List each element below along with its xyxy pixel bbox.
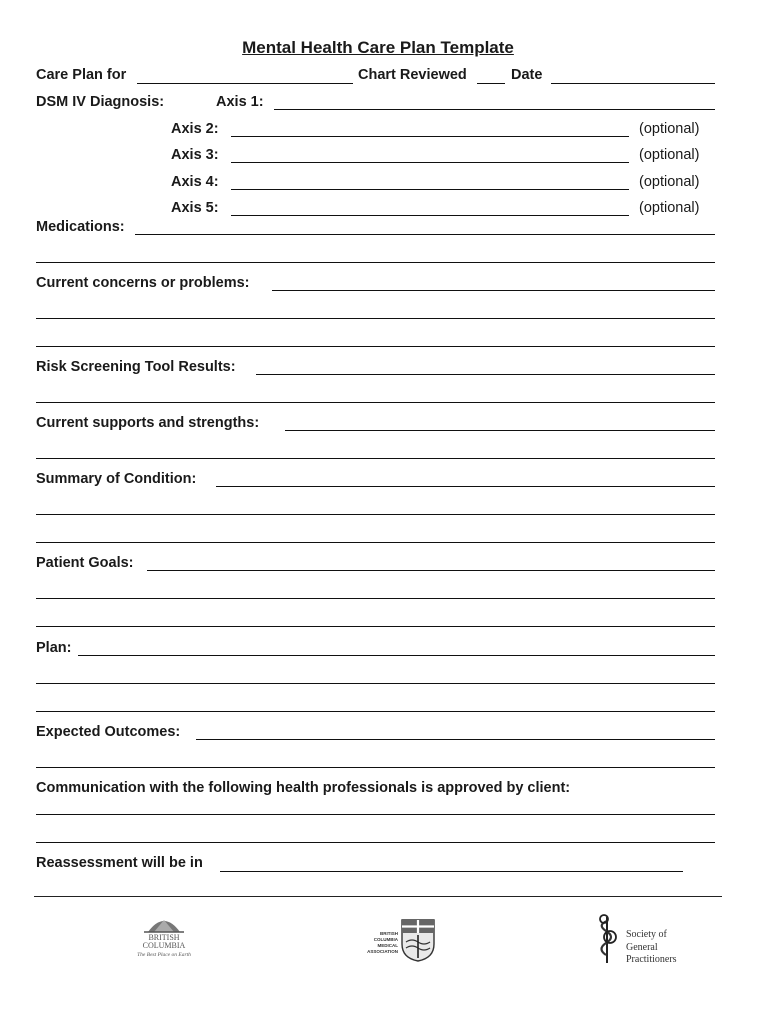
- bcma-shield-icon: [400, 918, 436, 962]
- axis-4-label: Axis 4:: [171, 174, 219, 190]
- summary-condition-field[interactable]: [216, 486, 715, 487]
- expected-outcomes-field-line-2[interactable]: [36, 767, 715, 768]
- axis-1-label: Axis 1:: [216, 94, 264, 110]
- medications-field[interactable]: [135, 234, 715, 235]
- reassessment-field[interactable]: [220, 871, 683, 872]
- supports-strengths-field[interactable]: [285, 430, 715, 431]
- bcma-logo-line3: MEDICAL: [377, 943, 398, 948]
- axis-2-field[interactable]: [231, 136, 629, 137]
- chart-reviewed-field[interactable]: [477, 83, 505, 84]
- communication-label: Communication with the following health professionals is approved by client:: [36, 780, 571, 796]
- axis-4-optional-note: (optional): [639, 174, 700, 190]
- expected-outcomes-label: Expected Outcomes:: [36, 724, 181, 740]
- patient-goals-field[interactable]: [147, 570, 715, 571]
- bc-sun-icon: [132, 912, 196, 934]
- axis-4-field[interactable]: [231, 189, 629, 190]
- dsm-diagnosis-label: DSM IV Diagnosis:: [36, 94, 165, 110]
- summary-condition-label: Summary of Condition:: [36, 471, 197, 487]
- caduceus-icon: [594, 913, 620, 965]
- axis-5-optional-note: (optional): [639, 200, 700, 216]
- patient-goals-field-line-2[interactable]: [36, 598, 715, 599]
- reassessment-label: Reassessment will be in: [36, 855, 203, 871]
- risk-screening-field[interactable]: [256, 374, 715, 375]
- axis-5-field[interactable]: [231, 215, 629, 216]
- axis-3-field[interactable]: [231, 162, 629, 163]
- bc-logo-line1: BRITISH: [148, 933, 180, 942]
- sgp-logo: [594, 913, 694, 969]
- bc-logo-tagline: The Best Place on Earth: [137, 952, 191, 958]
- axis-2-optional-note: (optional): [639, 121, 700, 137]
- date-label: Date: [511, 67, 543, 83]
- axis-3-optional-note: (optional): [639, 147, 700, 163]
- bc-logo: [132, 912, 196, 968]
- axis-2-label: Axis 2:: [171, 121, 219, 137]
- expected-outcomes-field[interactable]: [196, 739, 715, 740]
- care-plan-for-field[interactable]: [137, 83, 353, 84]
- patient-goals-field-line-3[interactable]: [36, 626, 715, 627]
- plan-label: Plan:: [36, 640, 72, 656]
- current-concerns-field-line-2[interactable]: [36, 318, 715, 319]
- summary-condition-field-line-3[interactable]: [36, 542, 715, 543]
- care-plan-for-label: Care Plan for: [36, 67, 127, 83]
- bcma-logo: [362, 915, 438, 965]
- plan-field-line-3[interactable]: [36, 711, 715, 712]
- date-field[interactable]: [551, 83, 715, 84]
- medications-field-line-2[interactable]: [36, 262, 715, 263]
- summary-condition-field-line-2[interactable]: [36, 514, 715, 515]
- plan-field[interactable]: [78, 655, 715, 656]
- supports-strengths-field-line-2[interactable]: [36, 458, 715, 459]
- medications-label: Medications:: [36, 219, 125, 235]
- supports-strengths-label: Current supports and strengths:: [36, 415, 260, 431]
- sgp-logo-line1: Society of: [626, 929, 667, 940]
- current-concerns-field-line-3[interactable]: [36, 346, 715, 347]
- chart-reviewed-label: Chart Reviewed: [358, 67, 467, 83]
- bcma-logo-line4: ASSOCIATION: [367, 949, 398, 954]
- communication-field-line-1[interactable]: [36, 814, 715, 815]
- bcma-logo-line1: BRITISH: [380, 931, 398, 936]
- risk-screening-field-line-2[interactable]: [36, 402, 715, 403]
- sgp-logo-line2: General: [626, 941, 658, 953]
- sgp-logo-line3: Practitioners: [626, 954, 677, 965]
- risk-screening-label: Risk Screening Tool Results:: [36, 359, 236, 375]
- axis-5-label: Axis 5:: [171, 200, 219, 216]
- axis-1-field[interactable]: [274, 109, 715, 110]
- bc-logo-line2: COLUMBIA: [142, 941, 186, 950]
- axis-3-label: Axis 3:: [171, 147, 219, 163]
- current-concerns-label: Current concerns or problems:: [36, 275, 250, 291]
- bcma-logo-line2: COLUMBIA: [373, 937, 398, 942]
- patient-goals-label: Patient Goals:: [36, 555, 134, 571]
- plan-field-line-2[interactable]: [36, 683, 715, 684]
- communication-field-line-2[interactable]: [36, 842, 715, 843]
- page-title: Mental Health Care Plan Template: [242, 38, 514, 57]
- footer-divider: [34, 896, 722, 897]
- current-concerns-field[interactable]: [272, 290, 715, 291]
